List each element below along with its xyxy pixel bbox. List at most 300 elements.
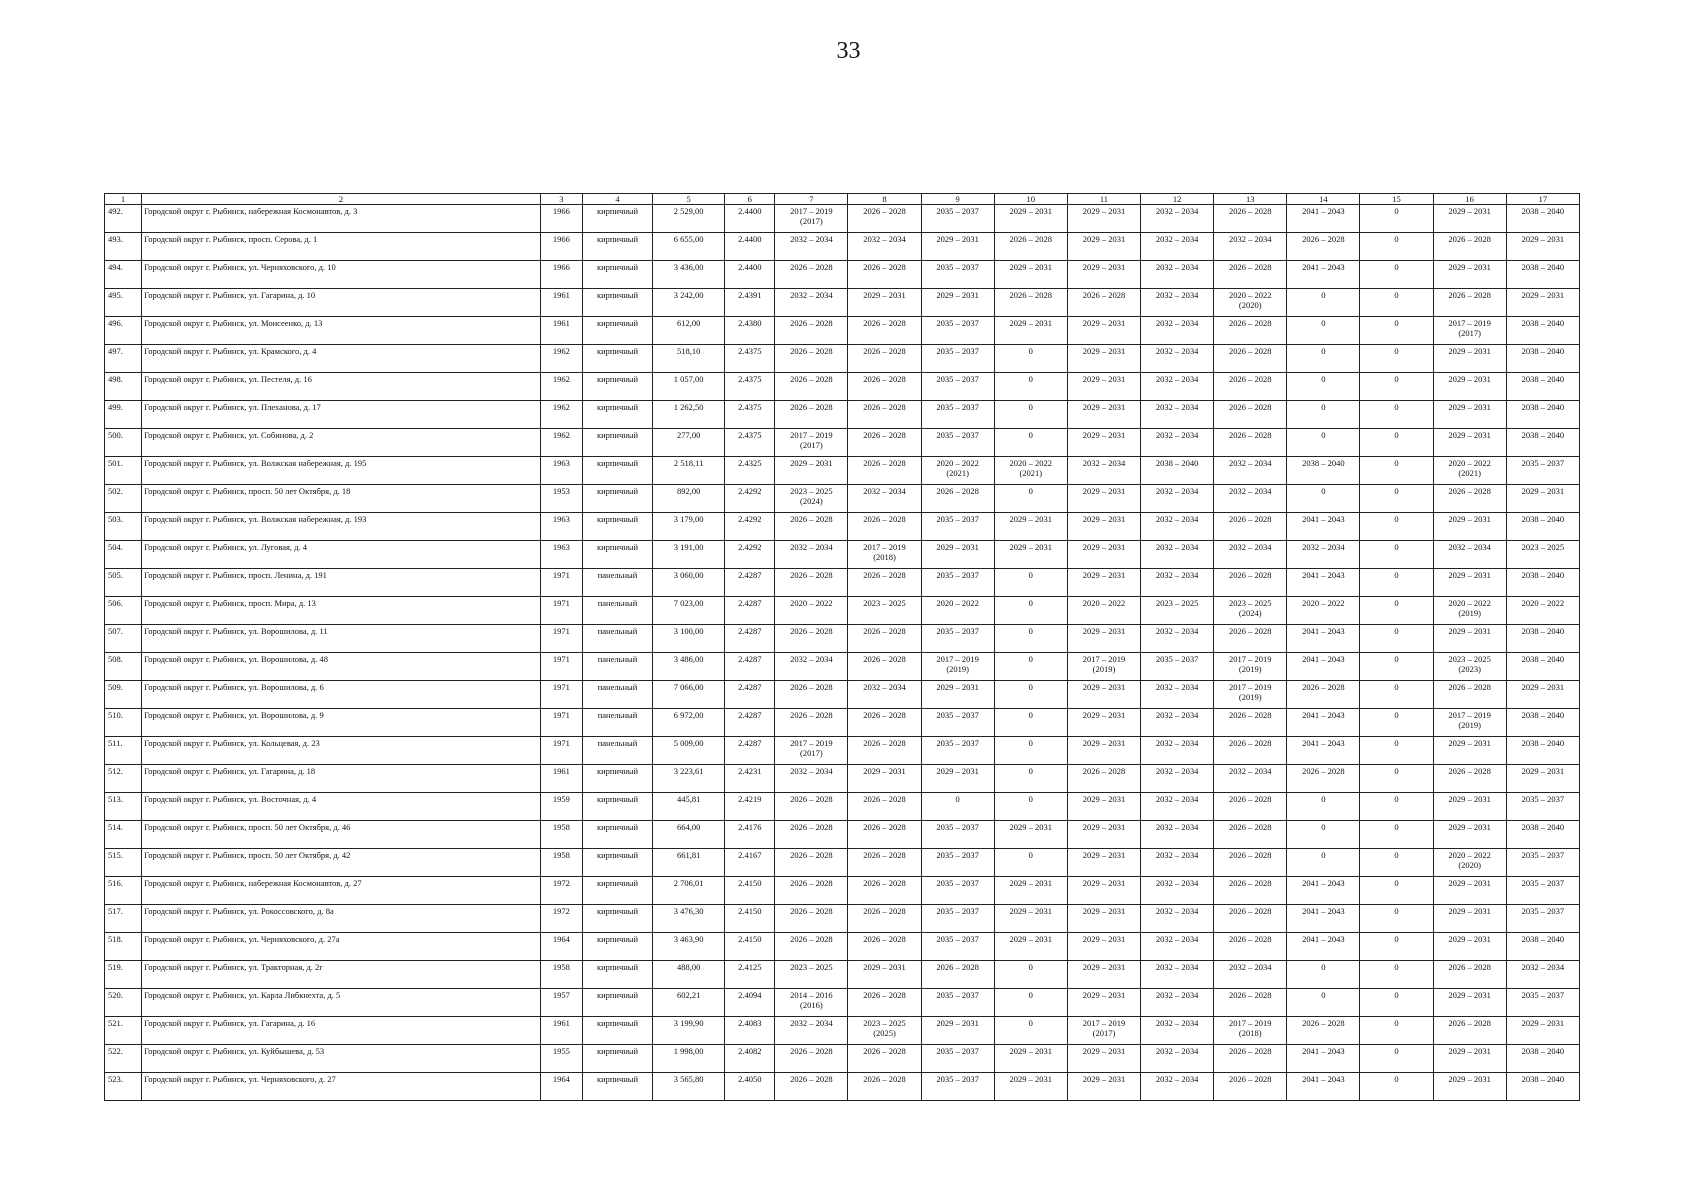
value-cell-col-4: кирпичный <box>582 541 652 569</box>
value-cell-col-13: 2017 – 2019 (2018) <box>1214 1017 1287 1045</box>
value-cell-col-6: 2.4400 <box>725 205 775 233</box>
value-cell-col-14: 2041 – 2043 <box>1287 709 1360 737</box>
address-cell: Городской округ г. Рыбинск, ул. Тракторная, д. 2г <box>142 961 541 989</box>
value-cell-col-12: 2032 – 2034 <box>1141 345 1214 373</box>
value-cell-col-15: 0 <box>1360 1017 1433 1045</box>
value-cell-col-12: 2032 – 2034 <box>1141 1017 1214 1045</box>
value-cell-col-4: панельный <box>582 653 652 681</box>
value-cell-col-17: 2038 – 2040 <box>1506 1073 1579 1101</box>
value-cell-col-3: 1962 <box>540 373 582 401</box>
value-cell-col-9: 2017 – 2019 (2019) <box>921 653 994 681</box>
value-cell-col-11: 2029 – 2031 <box>1067 513 1140 541</box>
table-row <box>105 457 1580 485</box>
value-cell-col-14: 0 <box>1287 485 1360 513</box>
value-cell-col-15: 0 <box>1360 541 1433 569</box>
value-cell-col-14: 2041 – 2043 <box>1287 737 1360 765</box>
value-cell-col-13: 2026 – 2028 <box>1214 737 1287 765</box>
table-row <box>105 541 1580 569</box>
value-cell-col-3: 1966 <box>540 233 582 261</box>
value-cell-col-16: 2029 – 2031 <box>1433 625 1506 653</box>
value-cell-col-9: 2035 – 2037 <box>921 905 994 933</box>
row-number-cell: 492. <box>105 205 142 233</box>
value-cell-col-5: 3 199,90 <box>653 1017 725 1045</box>
value-cell-col-13: 2026 – 2028 <box>1214 205 1287 233</box>
address-cell: Городской округ г. Рыбинск, ул. Волжская набережная, д. 195 <box>142 457 541 485</box>
value-cell-col-8: 2029 – 2031 <box>848 961 921 989</box>
value-cell-col-4: кирпичный <box>582 457 652 485</box>
address-cell: Городской округ г. Рыбинск, ул. Ворошилова, д. 11 <box>142 625 541 653</box>
value-cell-col-16: 2029 – 2031 <box>1433 793 1506 821</box>
value-cell-col-6: 2.4400 <box>725 233 775 261</box>
value-cell-col-8: 2026 – 2028 <box>848 625 921 653</box>
row-number-cell: 494. <box>105 261 142 289</box>
address-cell: Городской округ г. Рыбинск, набережная Космонавтов, д. 3 <box>142 205 541 233</box>
value-cell-col-15: 0 <box>1360 681 1433 709</box>
value-cell-col-15: 0 <box>1360 317 1433 345</box>
value-cell-col-11: 2029 – 2031 <box>1067 989 1140 1017</box>
address-cell: Городской округ г. Рыбинск, ул. Плеханова, д. 17 <box>142 401 541 429</box>
value-cell-col-6: 2.4375 <box>725 345 775 373</box>
address-cell: Городской округ г. Рыбинск, ул. Волжская набережная, д. 193 <box>142 513 541 541</box>
value-cell-col-9: 2035 – 2037 <box>921 877 994 905</box>
value-cell-col-5: 3 242,00 <box>653 289 725 317</box>
value-cell-col-10: 0 <box>994 345 1067 373</box>
address-cell: Городской округ г. Рыбинск, ул. Луговая, д. 4 <box>142 541 541 569</box>
value-cell-col-15: 0 <box>1360 709 1433 737</box>
column-header-2: 2 <box>142 194 541 205</box>
value-cell-col-16: 2029 – 2031 <box>1433 569 1506 597</box>
value-cell-col-16: 2020 – 2022 (2020) <box>1433 849 1506 877</box>
value-cell-col-9: 2035 – 2037 <box>921 709 994 737</box>
value-cell-col-5: 3 191,00 <box>653 541 725 569</box>
value-cell-col-13: 2017 – 2019 (2019) <box>1214 681 1287 709</box>
value-cell-col-13: 2032 – 2034 <box>1214 961 1287 989</box>
value-cell-col-8: 2026 – 2028 <box>848 569 921 597</box>
value-cell-col-3: 1961 <box>540 317 582 345</box>
value-cell-col-12: 2032 – 2034 <box>1141 765 1214 793</box>
value-cell-col-3: 1971 <box>540 597 582 625</box>
table-row <box>105 485 1580 513</box>
value-cell-col-7: 2026 – 2028 <box>775 849 848 877</box>
value-cell-col-3: 1972 <box>540 905 582 933</box>
value-cell-col-9: 2035 – 2037 <box>921 205 994 233</box>
column-header-5: 5 <box>653 194 725 205</box>
value-cell-col-10: 0 <box>994 989 1067 1017</box>
value-cell-col-4: кирпичный <box>582 989 652 1017</box>
value-cell-col-6: 2.4287 <box>725 569 775 597</box>
value-cell-col-6: 2.4082 <box>725 1045 775 1073</box>
value-cell-col-16: 2020 – 2022 (2019) <box>1433 597 1506 625</box>
value-cell-col-17: 2023 – 2025 <box>1506 541 1579 569</box>
value-cell-col-10: 0 <box>994 569 1067 597</box>
row-number-cell: 495. <box>105 289 142 317</box>
value-cell-col-13: 2026 – 2028 <box>1214 905 1287 933</box>
value-cell-col-12: 2032 – 2034 <box>1141 569 1214 597</box>
value-cell-col-12: 2032 – 2034 <box>1141 709 1214 737</box>
value-cell-col-17: 2038 – 2040 <box>1506 261 1579 289</box>
table-row <box>105 373 1580 401</box>
value-cell-col-11: 2029 – 2031 <box>1067 373 1140 401</box>
value-cell-col-16: 2029 – 2031 <box>1433 933 1506 961</box>
value-cell-col-15: 0 <box>1360 401 1433 429</box>
value-cell-col-13: 2026 – 2028 <box>1214 849 1287 877</box>
value-cell-col-11: 2029 – 2031 <box>1067 345 1140 373</box>
value-cell-col-12: 2032 – 2034 <box>1141 989 1214 1017</box>
value-cell-col-12: 2032 – 2034 <box>1141 1045 1214 1073</box>
value-cell-col-16: 2026 – 2028 <box>1433 681 1506 709</box>
value-cell-col-13: 2026 – 2028 <box>1214 569 1287 597</box>
value-cell-col-5: 3 179,00 <box>653 513 725 541</box>
value-cell-col-14: 0 <box>1287 821 1360 849</box>
value-cell-col-12: 2032 – 2034 <box>1141 849 1214 877</box>
value-cell-col-9: 2035 – 2037 <box>921 1045 994 1073</box>
row-number-cell: 521. <box>105 1017 142 1045</box>
value-cell-col-12: 2032 – 2034 <box>1141 933 1214 961</box>
value-cell-col-12: 2032 – 2034 <box>1141 625 1214 653</box>
value-cell-col-17: 2038 – 2040 <box>1506 345 1579 373</box>
value-cell-col-10: 0 <box>994 793 1067 821</box>
value-cell-col-12: 2032 – 2034 <box>1141 317 1214 345</box>
value-cell-col-16: 2029 – 2031 <box>1433 905 1506 933</box>
value-cell-col-13: 2026 – 2028 <box>1214 933 1287 961</box>
table-row <box>105 1073 1580 1101</box>
value-cell-col-13: 2032 – 2034 <box>1214 233 1287 261</box>
value-cell-col-4: кирпичный <box>582 373 652 401</box>
table-row <box>105 317 1580 345</box>
value-cell-col-13: 2026 – 2028 <box>1214 709 1287 737</box>
value-cell-col-7: 2026 – 2028 <box>775 569 848 597</box>
value-cell-col-9: 2029 – 2031 <box>921 289 994 317</box>
value-cell-col-12: 2032 – 2034 <box>1141 401 1214 429</box>
value-cell-col-13: 2026 – 2028 <box>1214 793 1287 821</box>
value-cell-col-5: 518,10 <box>653 345 725 373</box>
value-cell-col-14: 0 <box>1287 289 1360 317</box>
value-cell-col-17: 2038 – 2040 <box>1506 709 1579 737</box>
column-header-4: 4 <box>582 194 652 205</box>
value-cell-col-6: 2.4292 <box>725 513 775 541</box>
value-cell-col-12: 2032 – 2034 <box>1141 289 1214 317</box>
value-cell-col-5: 3 565,80 <box>653 1073 725 1101</box>
value-cell-col-16: 2029 – 2031 <box>1433 513 1506 541</box>
value-cell-col-8: 2026 – 2028 <box>848 429 921 457</box>
value-cell-col-13: 2032 – 2034 <box>1214 765 1287 793</box>
value-cell-col-15: 0 <box>1360 569 1433 597</box>
value-cell-col-8: 2026 – 2028 <box>848 989 921 1017</box>
value-cell-col-4: кирпичный <box>582 289 652 317</box>
address-cell: Городской округ г. Рыбинск, ул. Рокоссовского, д. 8а <box>142 905 541 933</box>
value-cell-col-8: 2026 – 2028 <box>848 877 921 905</box>
value-cell-col-7: 2017 – 2019 (2017) <box>775 205 848 233</box>
value-cell-col-10: 2029 – 2031 <box>994 1045 1067 1073</box>
value-cell-col-6: 2.4083 <box>725 1017 775 1045</box>
value-cell-col-12: 2032 – 2034 <box>1141 261 1214 289</box>
value-cell-col-13: 2026 – 2028 <box>1214 1073 1287 1101</box>
value-cell-col-5: 612,00 <box>653 317 725 345</box>
value-cell-col-9: 2035 – 2037 <box>921 513 994 541</box>
value-cell-col-13: 2026 – 2028 <box>1214 345 1287 373</box>
table-row <box>105 513 1580 541</box>
value-cell-col-14: 0 <box>1287 849 1360 877</box>
value-cell-col-14: 2041 – 2043 <box>1287 569 1360 597</box>
value-cell-col-9: 2035 – 2037 <box>921 261 994 289</box>
value-cell-col-11: 2029 – 2031 <box>1067 933 1140 961</box>
address-cell: Городской округ г. Рыбинск, просп. 50 лет Октября, д. 42 <box>142 849 541 877</box>
row-number-cell: 498. <box>105 373 142 401</box>
value-cell-col-17: 2032 – 2034 <box>1506 961 1579 989</box>
value-cell-col-4: кирпичный <box>582 1017 652 1045</box>
value-cell-col-17: 2035 – 2037 <box>1506 849 1579 877</box>
value-cell-col-10: 0 <box>994 485 1067 513</box>
value-cell-col-11: 2029 – 2031 <box>1067 737 1140 765</box>
value-cell-col-10: 2029 – 2031 <box>994 933 1067 961</box>
value-cell-col-4: панельный <box>582 569 652 597</box>
value-cell-col-8: 2026 – 2028 <box>848 737 921 765</box>
value-cell-col-6: 2.4287 <box>725 597 775 625</box>
value-cell-col-4: кирпичный <box>582 849 652 877</box>
value-cell-col-11: 2026 – 2028 <box>1067 765 1140 793</box>
value-cell-col-11: 2029 – 2031 <box>1067 905 1140 933</box>
value-cell-col-13: 2026 – 2028 <box>1214 821 1287 849</box>
address-cell: Городской округ г. Рыбинск, ул. Собинова, д. 2 <box>142 429 541 457</box>
value-cell-col-10: 0 <box>994 373 1067 401</box>
value-cell-col-13: 2023 – 2025 (2024) <box>1214 597 1287 625</box>
value-cell-col-4: кирпичный <box>582 765 652 793</box>
row-number-cell: 511. <box>105 737 142 765</box>
value-cell-col-7: 2026 – 2028 <box>775 401 848 429</box>
value-cell-col-11: 2020 – 2022 <box>1067 597 1140 625</box>
value-cell-col-14: 2026 – 2028 <box>1287 681 1360 709</box>
value-cell-col-4: кирпичный <box>582 933 652 961</box>
value-cell-col-16: 2026 – 2028 <box>1433 485 1506 513</box>
value-cell-col-5: 2 706,01 <box>653 877 725 905</box>
value-cell-col-7: 2026 – 2028 <box>775 821 848 849</box>
value-cell-col-5: 664,00 <box>653 821 725 849</box>
value-cell-col-16: 2017 – 2019 (2017) <box>1433 317 1506 345</box>
value-cell-col-3: 1972 <box>540 877 582 905</box>
value-cell-col-12: 2038 – 2040 <box>1141 457 1214 485</box>
value-cell-col-15: 0 <box>1360 765 1433 793</box>
value-cell-col-3: 1958 <box>540 961 582 989</box>
value-cell-col-17: 2038 – 2040 <box>1506 737 1579 765</box>
value-cell-col-15: 0 <box>1360 933 1433 961</box>
value-cell-col-13: 2032 – 2034 <box>1214 457 1287 485</box>
value-cell-col-7: 2032 – 2034 <box>775 765 848 793</box>
value-cell-col-10: 2020 – 2022 (2021) <box>994 457 1067 485</box>
row-number-cell: 518. <box>105 933 142 961</box>
value-cell-col-6: 2.4380 <box>725 317 775 345</box>
address-cell: Городской округ г. Рыбинск, ул. Гагарина, д. 10 <box>142 289 541 317</box>
value-cell-col-7: 2032 – 2034 <box>775 541 848 569</box>
address-cell: Городской округ г. Рыбинск, ул. Восточная, д. 4 <box>142 793 541 821</box>
value-cell-col-16: 2029 – 2031 <box>1433 429 1506 457</box>
value-cell-col-3: 1966 <box>540 261 582 289</box>
value-cell-col-9: 2035 – 2037 <box>921 345 994 373</box>
value-cell-col-15: 0 <box>1360 261 1433 289</box>
value-cell-col-8: 2023 – 2025 <box>848 597 921 625</box>
value-cell-col-14: 2041 – 2043 <box>1287 513 1360 541</box>
value-cell-col-3: 1961 <box>540 289 582 317</box>
column-header-16: 16 <box>1433 194 1506 205</box>
value-cell-col-4: кирпичный <box>582 401 652 429</box>
address-cell: Городской округ г. Рыбинск, ул. Ворошилова, д. 6 <box>142 681 541 709</box>
value-cell-col-13: 2026 – 2028 <box>1214 1045 1287 1073</box>
value-cell-col-3: 1957 <box>540 989 582 1017</box>
value-cell-col-15: 0 <box>1360 1073 1433 1101</box>
value-cell-col-15: 0 <box>1360 849 1433 877</box>
value-cell-col-7: 2026 – 2028 <box>775 933 848 961</box>
value-cell-col-10: 2029 – 2031 <box>994 261 1067 289</box>
value-cell-col-10: 2026 – 2028 <box>994 233 1067 261</box>
value-cell-col-12: 2032 – 2034 <box>1141 541 1214 569</box>
row-number-cell: 514. <box>105 821 142 849</box>
value-cell-col-11: 2029 – 2031 <box>1067 485 1140 513</box>
address-cell: Городской округ г. Рыбинск, ул. Куйбышева, д. 53 <box>142 1045 541 1073</box>
value-cell-col-15: 0 <box>1360 233 1433 261</box>
value-cell-col-5: 3 476,30 <box>653 905 725 933</box>
value-cell-col-14: 2041 – 2043 <box>1287 625 1360 653</box>
value-cell-col-14: 2041 – 2043 <box>1287 905 1360 933</box>
value-cell-col-9: 2035 – 2037 <box>921 737 994 765</box>
address-cell: Городской округ г. Рыбинск, ул. Пестеля, д. 16 <box>142 373 541 401</box>
address-cell: Городской округ г. Рыбинск, ул. Моисеенко, д. 13 <box>142 317 541 345</box>
value-cell-col-14: 0 <box>1287 317 1360 345</box>
value-cell-col-12: 2032 – 2034 <box>1141 1073 1214 1101</box>
row-number-cell: 501. <box>105 457 142 485</box>
column-header-11: 11 <box>1067 194 1140 205</box>
column-header-1: 1 <box>105 194 142 205</box>
value-cell-col-11: 2029 – 2031 <box>1067 877 1140 905</box>
value-cell-col-11: 2029 – 2031 <box>1067 961 1140 989</box>
value-cell-col-12: 2032 – 2034 <box>1141 737 1214 765</box>
column-header-3: 3 <box>540 194 582 205</box>
value-cell-col-5: 2 518,11 <box>653 457 725 485</box>
value-cell-col-11: 2029 – 2031 <box>1067 625 1140 653</box>
value-cell-col-16: 2029 – 2031 <box>1433 989 1506 1017</box>
table-row <box>105 681 1580 709</box>
value-cell-col-8: 2026 – 2028 <box>848 1073 921 1101</box>
value-cell-col-9: 2035 – 2037 <box>921 569 994 597</box>
value-cell-col-4: кирпичный <box>582 793 652 821</box>
value-cell-col-14: 0 <box>1287 373 1360 401</box>
value-cell-col-4: кирпичный <box>582 261 652 289</box>
value-cell-col-13: 2026 – 2028 <box>1214 261 1287 289</box>
value-cell-col-12: 2032 – 2034 <box>1141 877 1214 905</box>
value-cell-col-13: 2026 – 2028 <box>1214 989 1287 1017</box>
value-cell-col-3: 1953 <box>540 485 582 513</box>
value-cell-col-17: 2035 – 2037 <box>1506 457 1579 485</box>
value-cell-col-5: 2 529,00 <box>653 205 725 233</box>
value-cell-col-6: 2.4176 <box>725 821 775 849</box>
value-cell-col-7: 2032 – 2034 <box>775 1017 848 1045</box>
value-cell-col-5: 3 463,90 <box>653 933 725 961</box>
value-cell-col-15: 0 <box>1360 597 1433 625</box>
value-cell-col-7: 2026 – 2028 <box>775 1073 848 1101</box>
value-cell-col-17: 2029 – 2031 <box>1506 681 1579 709</box>
value-cell-col-17: 2038 – 2040 <box>1506 429 1579 457</box>
value-cell-col-5: 7 066,00 <box>653 681 725 709</box>
address-cell: Городской округ г. Рыбинск, ул. Ворошилова, д. 48 <box>142 653 541 681</box>
value-cell-col-14: 0 <box>1287 793 1360 821</box>
value-cell-col-3: 1971 <box>540 653 582 681</box>
row-number-cell: 509. <box>105 681 142 709</box>
value-cell-col-8: 2026 – 2028 <box>848 933 921 961</box>
row-number-cell: 499. <box>105 401 142 429</box>
table-row <box>105 821 1580 849</box>
value-cell-col-16: 2026 – 2028 <box>1433 765 1506 793</box>
column-header-9: 9 <box>921 194 994 205</box>
value-cell-col-5: 6 655,00 <box>653 233 725 261</box>
column-header-12: 12 <box>1141 194 1214 205</box>
value-cell-col-9: 2026 – 2028 <box>921 485 994 513</box>
value-cell-col-6: 2.4125 <box>725 961 775 989</box>
value-cell-col-15: 0 <box>1360 345 1433 373</box>
value-cell-col-4: кирпичный <box>582 233 652 261</box>
value-cell-col-15: 0 <box>1360 653 1433 681</box>
value-cell-col-7: 2026 – 2028 <box>775 317 848 345</box>
value-cell-col-8: 2026 – 2028 <box>848 709 921 737</box>
value-cell-col-6: 2.4292 <box>725 541 775 569</box>
value-cell-col-9: 2029 – 2031 <box>921 681 994 709</box>
value-cell-col-8: 2026 – 2028 <box>848 653 921 681</box>
value-cell-col-4: кирпичный <box>582 205 652 233</box>
row-number-cell: 515. <box>105 849 142 877</box>
value-cell-col-3: 1961 <box>540 765 582 793</box>
value-cell-col-8: 2023 – 2025 (2025) <box>848 1017 921 1045</box>
value-cell-col-15: 0 <box>1360 737 1433 765</box>
value-cell-col-8: 2026 – 2028 <box>848 373 921 401</box>
value-cell-col-13: 2032 – 2034 <box>1214 541 1287 569</box>
value-cell-col-3: 1971 <box>540 681 582 709</box>
table-row <box>105 1017 1580 1045</box>
table-body <box>105 205 1580 1101</box>
value-cell-col-10: 2026 – 2028 <box>994 289 1067 317</box>
column-header-6: 6 <box>725 194 775 205</box>
value-cell-col-3: 1955 <box>540 1045 582 1073</box>
value-cell-col-5: 3 060,00 <box>653 569 725 597</box>
value-cell-col-11: 2032 – 2034 <box>1067 457 1140 485</box>
value-cell-col-11: 2029 – 2031 <box>1067 233 1140 261</box>
value-cell-col-7: 2020 – 2022 <box>775 597 848 625</box>
value-cell-col-12: 2032 – 2034 <box>1141 961 1214 989</box>
row-number-cell: 504. <box>105 541 142 569</box>
table-row <box>105 401 1580 429</box>
value-cell-col-7: 2026 – 2028 <box>775 513 848 541</box>
value-cell-col-17: 2038 – 2040 <box>1506 569 1579 597</box>
value-cell-col-9: 2035 – 2037 <box>921 429 994 457</box>
value-cell-col-16: 2020 – 2022 (2021) <box>1433 457 1506 485</box>
value-cell-col-14: 2041 – 2043 <box>1287 933 1360 961</box>
value-cell-col-3: 1962 <box>540 401 582 429</box>
value-cell-col-16: 2032 – 2034 <box>1433 541 1506 569</box>
table-row <box>105 233 1580 261</box>
value-cell-col-14: 2041 – 2043 <box>1287 653 1360 681</box>
value-cell-col-14: 2041 – 2043 <box>1287 1045 1360 1073</box>
value-cell-col-4: кирпичный <box>582 345 652 373</box>
value-cell-col-10: 2029 – 2031 <box>994 513 1067 541</box>
value-cell-col-15: 0 <box>1360 989 1433 1017</box>
value-cell-col-10: 2029 – 2031 <box>994 905 1067 933</box>
value-cell-col-10: 0 <box>994 1017 1067 1045</box>
value-cell-col-6: 2.4287 <box>725 681 775 709</box>
value-cell-col-10: 2029 – 2031 <box>994 821 1067 849</box>
row-number-cell: 516. <box>105 877 142 905</box>
table-row <box>105 709 1580 737</box>
value-cell-col-11: 2029 – 2031 <box>1067 709 1140 737</box>
address-cell: Городской округ г. Рыбинск, просп. Мира, д. 13 <box>142 597 541 625</box>
value-cell-col-14: 2026 – 2028 <box>1287 233 1360 261</box>
value-cell-col-9: 2035 – 2037 <box>921 933 994 961</box>
value-cell-col-17: 2038 – 2040 <box>1506 653 1579 681</box>
